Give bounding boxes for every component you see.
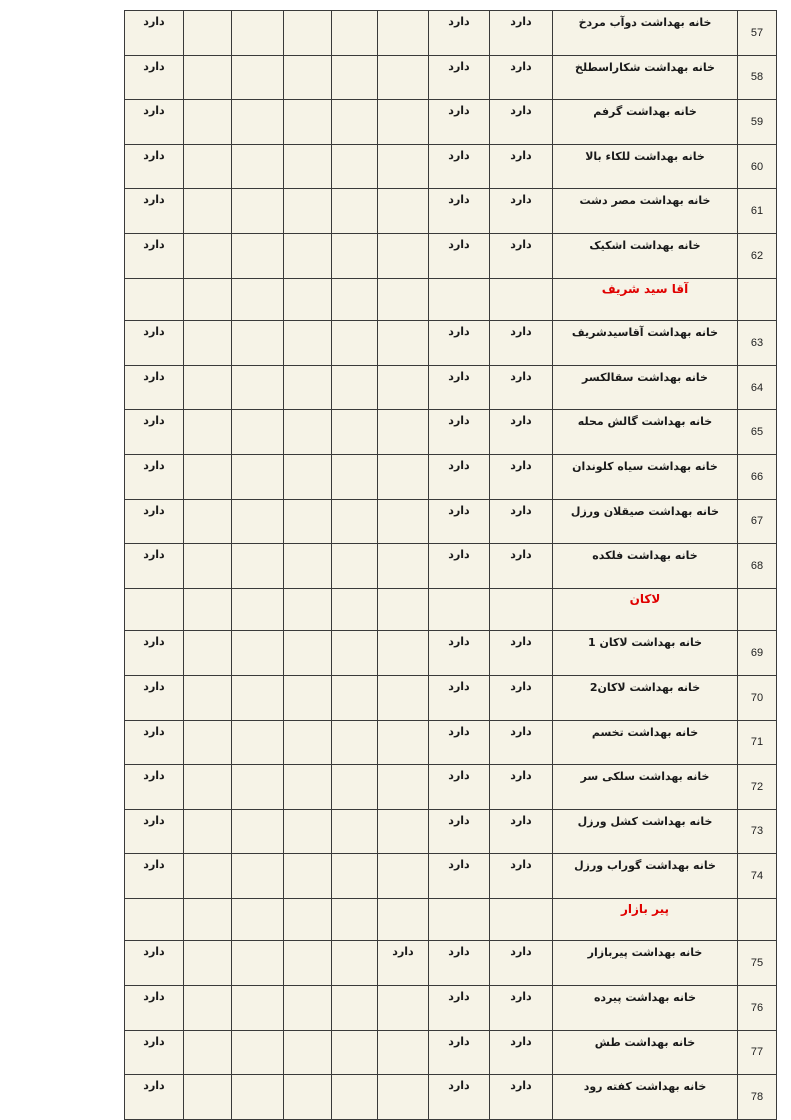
health-house-name: خانه بهداشت لاکان2 [553,675,738,720]
status-cell-c1: دارد [490,11,553,56]
status-cell-c4 [332,55,378,100]
status-cell-c2: دارد [429,55,490,100]
status-cell-c2: دارد [429,11,490,56]
empty-cell [490,588,553,631]
health-house-name: خانه بهداشت سقالکسر [553,365,738,410]
empty-cell [125,278,184,321]
status-cell-c2: دارد [429,189,490,234]
status-cell-c3 [378,100,429,145]
status-cell-c8: دارد [125,499,184,544]
status-cell-c1: دارد [490,321,553,366]
region-header-row [125,588,777,631]
table-row [125,55,777,100]
status-cell-c4 [332,410,378,455]
table-row [125,189,777,234]
status-cell-c7 [184,11,232,56]
status-cell-c5 [284,765,332,810]
empty-cell [429,588,490,631]
status-cell-c3 [378,631,429,676]
status-cell-c2: دارد [429,631,490,676]
status-cell-c8: دارد [125,765,184,810]
status-cell-c3 [378,720,429,765]
status-cell-c5 [284,1075,332,1120]
status-cell-c2: دارد [429,365,490,410]
table-row [125,11,777,56]
status-cell-c1: دارد [490,720,553,765]
empty-cell [378,278,429,321]
table-row [125,720,777,765]
health-house-name: خانه بهداشت گالش محله [553,410,738,455]
table-row [125,233,777,278]
status-cell-c1: دارد [490,1075,553,1120]
row-number: 64 [738,365,777,410]
status-cell-c5 [284,233,332,278]
status-cell-c4 [332,1030,378,1075]
empty-cell [284,588,332,631]
status-cell-c6 [232,854,284,899]
health-house-table-sheet [124,10,776,1120]
status-cell-c1: دارد [490,854,553,899]
health-house-name: خانه بهداشت شکاراسطلخ [553,55,738,100]
row-number: 74 [738,854,777,899]
health-house-name: خانه بهداشت صیقلان ورزل [553,499,738,544]
empty-cell [125,588,184,631]
status-cell-c8: دارد [125,1075,184,1120]
status-cell-c8: دارد [125,233,184,278]
row-number: 65 [738,410,777,455]
empty-cell [490,898,553,941]
health-house-name: خانه بهداشت گرفم [553,100,738,145]
status-cell-c1: دارد [490,544,553,589]
empty-cell [378,898,429,941]
status-cell-c8: دارد [125,986,184,1031]
status-cell-c5 [284,499,332,544]
status-cell-c3 [378,365,429,410]
row-number: 68 [738,544,777,589]
status-cell-c8: دارد [125,1030,184,1075]
row-number: 75 [738,941,777,986]
row-number: 57 [738,11,777,56]
status-cell-c7 [184,55,232,100]
table-row [125,410,777,455]
health-house-name: خانه بهداشت پیربازار [553,941,738,986]
status-cell-c3 [378,1030,429,1075]
row-number: 69 [738,631,777,676]
status-cell-c1: دارد [490,631,553,676]
health-house-name: خانه بهداشت سلکی سر [553,765,738,810]
status-cell-c7 [184,809,232,854]
status-cell-c7 [184,100,232,145]
table-row [125,100,777,145]
status-cell-c6 [232,631,284,676]
health-house-name: خانه بهداشت تخسم [553,720,738,765]
status-cell-c1: دارد [490,1030,553,1075]
status-cell-c7 [184,144,232,189]
status-cell-c8: دارد [125,631,184,676]
status-cell-c1: دارد [490,809,553,854]
status-cell-c6 [232,55,284,100]
table-row [125,365,777,410]
table-row [125,854,777,899]
row-number: 70 [738,675,777,720]
status-cell-c4 [332,365,378,410]
status-cell-c4 [332,631,378,676]
empty-cell [184,588,232,631]
empty-cell [184,898,232,941]
status-cell-c6 [232,1075,284,1120]
empty-cell [429,278,490,321]
row-number: 78 [738,1075,777,1120]
status-cell-c1: دارد [490,365,553,410]
table-row [125,321,777,366]
status-cell-c8: دارد [125,11,184,56]
row-number: 58 [738,55,777,100]
status-cell-c7 [184,941,232,986]
status-cell-c6 [232,720,284,765]
status-cell-c2: دارد [429,100,490,145]
status-cell-c7 [184,410,232,455]
status-cell-c8: دارد [125,410,184,455]
status-cell-c2: دارد [429,233,490,278]
status-cell-c7 [184,720,232,765]
status-cell-c5 [284,809,332,854]
status-cell-c4 [332,321,378,366]
status-cell-c8: دارد [125,675,184,720]
empty-cell [232,588,284,631]
table-row [125,1075,777,1120]
status-cell-c4 [332,233,378,278]
status-cell-c4 [332,809,378,854]
status-cell-c3 [378,499,429,544]
status-cell-c3 [378,986,429,1031]
table-row [125,454,777,499]
empty-cell [184,278,232,321]
status-cell-c1: دارد [490,100,553,145]
row-number: 76 [738,986,777,1031]
row-number: 59 [738,100,777,145]
table-row [125,144,777,189]
status-cell-c8: دارد [125,809,184,854]
status-cell-c3 [378,55,429,100]
status-cell-c5 [284,986,332,1031]
status-cell-c4 [332,720,378,765]
status-cell-c2: دارد [429,1075,490,1120]
status-cell-c5 [284,854,332,899]
status-cell-c5 [284,321,332,366]
health-house-name: خانه بهداشت کفته رود [553,1075,738,1120]
status-cell-c5 [284,631,332,676]
status-cell-c4 [332,544,378,589]
status-cell-c8: دارد [125,941,184,986]
status-cell-c6 [232,544,284,589]
empty-cell [332,898,378,941]
table-row [125,765,777,810]
status-cell-c2: دارد [429,854,490,899]
status-cell-c6 [232,189,284,234]
status-cell-c8: دارد [125,454,184,499]
status-cell-c4 [332,854,378,899]
status-cell-c5 [284,55,332,100]
table-row [125,544,777,589]
status-cell-c7 [184,454,232,499]
status-cell-c7 [184,499,232,544]
health-house-name: خانه بهداشت آقاسیدشریف [553,321,738,366]
status-cell-c1: دارد [490,189,553,234]
status-cell-c5 [284,144,332,189]
status-cell-c6 [232,100,284,145]
status-cell-c7 [184,854,232,899]
status-cell-c1: دارد [490,941,553,986]
status-cell-c2: دارد [429,675,490,720]
table-body [125,11,777,1120]
status-cell-c2: دارد [429,144,490,189]
status-cell-c4 [332,941,378,986]
row-number: 66 [738,454,777,499]
status-cell-c2: دارد [429,765,490,810]
empty-cell [490,278,553,321]
status-cell-c8: دارد [125,55,184,100]
status-cell-c4 [332,986,378,1031]
status-cell-c7 [184,365,232,410]
status-cell-c4 [332,454,378,499]
status-cell-c5 [284,544,332,589]
status-cell-c6 [232,765,284,810]
row-number: 73 [738,809,777,854]
status-cell-c2: دارد [429,544,490,589]
status-cell-c5 [284,1030,332,1075]
status-cell-c5 [284,189,332,234]
status-cell-c7 [184,1075,232,1120]
status-cell-c1: دارد [490,765,553,810]
status-cell-c4 [332,499,378,544]
status-cell-c8: دارد [125,544,184,589]
table-row [125,499,777,544]
status-cell-c6 [232,499,284,544]
status-cell-c8: دارد [125,365,184,410]
status-cell-c3 [378,454,429,499]
status-cell-c3 [378,11,429,56]
status-cell-c3 [378,765,429,810]
status-cell-c1: دارد [490,986,553,1031]
table-row [125,941,777,986]
health-house-name: خانه بهداشت پیرده [553,986,738,1031]
status-cell-c6 [232,410,284,455]
empty-cell [429,898,490,941]
table-row [125,675,777,720]
status-cell-c4 [332,765,378,810]
status-cell-c7 [184,986,232,1031]
status-cell-c2: دارد [429,1030,490,1075]
status-cell-c7 [184,1030,232,1075]
health-house-name: خانه بهداشت فلکده [553,544,738,589]
status-cell-c7 [184,189,232,234]
status-cell-c3 [378,189,429,234]
status-cell-c4 [332,1075,378,1120]
status-cell-c7 [184,233,232,278]
status-cell-c2: دارد [429,809,490,854]
row-number: 63 [738,321,777,366]
status-cell-c3 [378,144,429,189]
status-cell-c4 [332,189,378,234]
status-cell-c6 [232,941,284,986]
health-house-name: خانه بهداشت گوراب ورزل [553,854,738,899]
status-cell-c6 [232,454,284,499]
status-cell-c7 [184,544,232,589]
status-cell-c6 [232,1030,284,1075]
status-cell-c2: دارد [429,454,490,499]
status-cell-c5 [284,720,332,765]
status-cell-c2: دارد [429,410,490,455]
status-cell-c6 [232,809,284,854]
health-house-name: خانه بهداشت لاکان 1 [553,631,738,676]
status-cell-c6 [232,365,284,410]
status-cell-c3 [378,544,429,589]
status-cell-c1: دارد [490,55,553,100]
status-cell-c1: دارد [490,675,553,720]
status-cell-c6 [232,321,284,366]
region-label: آقا سید شریف [553,278,738,321]
status-cell-c3: دارد [378,941,429,986]
table-row [125,631,777,676]
empty-cell [332,278,378,321]
status-cell-c5 [284,675,332,720]
status-cell-c4 [332,144,378,189]
status-cell-c8: دارد [125,720,184,765]
empty-cell [284,898,332,941]
status-cell-c6 [232,675,284,720]
row-number: 61 [738,189,777,234]
region-header-row [125,898,777,941]
status-cell-c3 [378,410,429,455]
health-house-name: خانه بهداشت للکاء بالا [553,144,738,189]
status-cell-c3 [378,809,429,854]
status-cell-c1: دارد [490,233,553,278]
status-cell-c1: دارد [490,410,553,455]
status-cell-c8: دارد [125,100,184,145]
row-number: 67 [738,499,777,544]
empty-cell [738,278,777,321]
status-cell-c3 [378,675,429,720]
status-cell-c6 [232,11,284,56]
table-row [125,809,777,854]
region-label: پیر بازار [553,898,738,941]
health-house-name: خانه بهداشت کشل ورزل [553,809,738,854]
health-house-name: خانه بهداشت سیاه کلوندان [553,454,738,499]
empty-cell [232,898,284,941]
status-cell-c7 [184,765,232,810]
status-cell-c5 [284,454,332,499]
status-cell-c3 [378,1075,429,1120]
status-cell-c2: دارد [429,986,490,1031]
status-cell-c5 [284,941,332,986]
row-number: 71 [738,720,777,765]
empty-cell [284,278,332,321]
row-number: 60 [738,144,777,189]
row-number: 62 [738,233,777,278]
status-cell-c1: دارد [490,454,553,499]
status-cell-c8: دارد [125,189,184,234]
empty-cell [232,278,284,321]
status-cell-c7 [184,631,232,676]
region-label: لاکان [553,588,738,631]
status-cell-c5 [284,365,332,410]
row-number: 77 [738,1030,777,1075]
status-cell-c6 [232,144,284,189]
status-cell-c7 [184,321,232,366]
table-row [125,986,777,1031]
status-cell-c2: دارد [429,499,490,544]
status-cell-c6 [232,233,284,278]
empty-cell [378,588,429,631]
empty-cell [738,588,777,631]
table-row [125,1030,777,1075]
region-header-row [125,278,777,321]
status-cell-c1: دارد [490,499,553,544]
status-cell-c8: دارد [125,321,184,366]
status-cell-c3 [378,233,429,278]
status-cell-c5 [284,100,332,145]
status-cell-c1: دارد [490,144,553,189]
status-cell-c2: دارد [429,321,490,366]
status-cell-c3 [378,321,429,366]
empty-cell [332,588,378,631]
status-cell-c6 [232,986,284,1031]
health-house-name: خانه بهداشت دوآب مردخ [553,11,738,56]
status-cell-c7 [184,675,232,720]
status-cell-c8: دارد [125,144,184,189]
health-house-name: خانه بهداشت طش [553,1030,738,1075]
health-house-name: خانه بهداشت مصر دشت [553,189,738,234]
status-cell-c8: دارد [125,854,184,899]
status-cell-c5 [284,11,332,56]
status-cell-c2: دارد [429,720,490,765]
status-cell-c4 [332,100,378,145]
empty-cell [738,898,777,941]
status-cell-c5 [284,410,332,455]
empty-cell [125,898,184,941]
status-cell-c2: دارد [429,941,490,986]
status-cell-c4 [332,675,378,720]
health-house-name: خانه بهداشت اشکیک [553,233,738,278]
status-cell-c3 [378,854,429,899]
health-house-table [124,10,777,1120]
row-number: 72 [738,765,777,810]
status-cell-c4 [332,11,378,56]
